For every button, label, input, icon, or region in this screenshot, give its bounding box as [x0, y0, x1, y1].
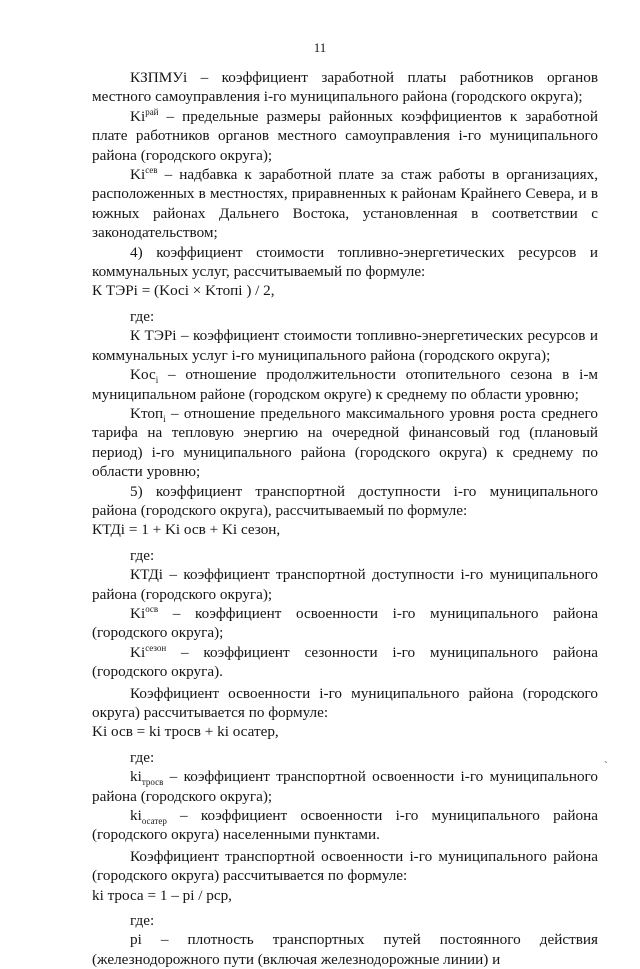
where-label-4: где:	[130, 912, 155, 930]
text-k-rai: – предельные размеры районных коэффициентов к заработной плате работников органов местного самоуправления i-го муниципального района (городского округа);	[92, 107, 598, 164]
text-k-top: – отношение предельного максимального уровня роста среднего тарифа на тепловую энергию на очередной финансовый год (плановый период) i-го муниципального района (городского округа) к среднему по области уровню;	[92, 404, 598, 481]
text-k-os: – отношение продолжительности отопительного сезона в i-м муниципальном районе (городском округе) к среднему по области уровню;	[92, 366, 598, 403]
symbol-p: pi	[130, 931, 142, 949]
superscript-sev: сев	[145, 164, 158, 175]
paragraph-kzpmu: КЗПМУi – коэффициент заработной платы работников органов местного самоуправления i-го муниципального района (городского округа);	[92, 69, 598, 106]
text-k-trosv: – коэффициент транспортной освоенности i-го муниципального района (городского округа);	[92, 768, 598, 805]
margin-mark: `	[604, 760, 608, 772]
text-k-osv: – коэффициент освоенности i-го муниципального района (городского округа);	[92, 604, 598, 642]
paragraph-ktd-def: КТДi – коэффициент транспортной доступности i-го муниципального района (городского округа);	[92, 566, 598, 603]
symbol-k-sev: Ki	[130, 166, 146, 184]
superscript-rai: рай	[145, 106, 159, 117]
paragraph-k-sev	[92, 165, 598, 243]
text-k-sez: – коэффициент сезонности i-го муниципального района (городского округа).	[92, 643, 598, 681]
formula-osv: Ki осв = ki тросв + ki осатер,	[92, 723, 279, 741]
symbol-k-osater: ki	[130, 807, 142, 825]
paragraph-p-density	[92, 930, 598, 969]
paragraph-k-ter-def: К ТЭРi – коэффициент стоимости топливно-энергетических ресурсов и коммунальных услуг i-го муниципального района (городского округа);	[92, 327, 598, 364]
symbol-k-sez: Ki	[130, 643, 146, 661]
superscript-osv: осв	[145, 603, 159, 614]
paragraph-k-osv	[92, 604, 598, 643]
text-k-osater: – коэффициент освоенности i-го муниципального района (городского округа) населенными пунктами.	[92, 807, 598, 844]
formula-tr: ki троса = 1 – pi / pср,	[92, 886, 232, 904]
where-label-1: где:	[130, 307, 155, 325]
subscript-osater: осатер	[141, 816, 167, 827]
paragraph-item-5: 5) коэффициент транспортной доступности i-го муниципального района (городского округа), рассчитываемый по формуле:	[92, 482, 598, 519]
symbol-k-rai: Ki	[130, 107, 146, 125]
paragraph-item-4: 4) коэффициент стоимости топливно-энергетических ресурсов и коммунальных услуг, рассчитываемый по формуле:	[92, 243, 598, 281]
where-label-2: где:	[130, 546, 155, 564]
symbol-k-top: Kтоп	[130, 404, 164, 422]
symbol-k-osv: Ki	[130, 604, 146, 622]
superscript-sez: сезон	[145, 642, 167, 653]
paragraph-trans-intro: Коэффициент транспортной освоенности i-го муниципального района (городского округа) рассчитывается по формуле:	[92, 847, 598, 885]
paragraph-k-top	[92, 404, 598, 482]
text-k-sev: – надбавка к заработной плате за стаж работы в организациях, расположенных в местностях, приравненных к районам Крайнего Севера, и в южных районах Дальнего Востока, установленная в соответствии с законодательством;	[92, 166, 598, 242]
paragraph-k-os	[92, 365, 598, 404]
symbol-k-os: Kос	[130, 366, 156, 384]
formula-ktd: КТДi = 1 + Ki осв + Ki сезон,	[92, 521, 281, 539]
paragraph-osv-intro: Коэффициент освоенности i-го муниципального района (городского округа) рассчитывается по формуле:	[92, 684, 598, 721]
subscript-trosv: тросв	[141, 777, 164, 788]
subscript-os: i	[155, 375, 159, 386]
page-number: 11	[313, 40, 327, 55]
where-label-3: где:	[130, 748, 155, 766]
paragraph-k-osater	[92, 806, 598, 845]
paragraph-k-trosv	[92, 767, 598, 806]
formula-ter: К ТЭРi = (Kосi × Kтопi ) / 2,	[92, 282, 275, 300]
paragraph-k-rai	[92, 107, 598, 165]
subscript-top: i	[163, 413, 166, 424]
symbol-k-trosv: ki	[130, 768, 142, 786]
text-p: – плотность транспортных путей постоянного действия (железнодорожного пути (включая железнодорожные линии) и	[92, 931, 598, 968]
paragraph-k-sez	[92, 643, 598, 682]
document-body	[92, 68, 598, 969]
